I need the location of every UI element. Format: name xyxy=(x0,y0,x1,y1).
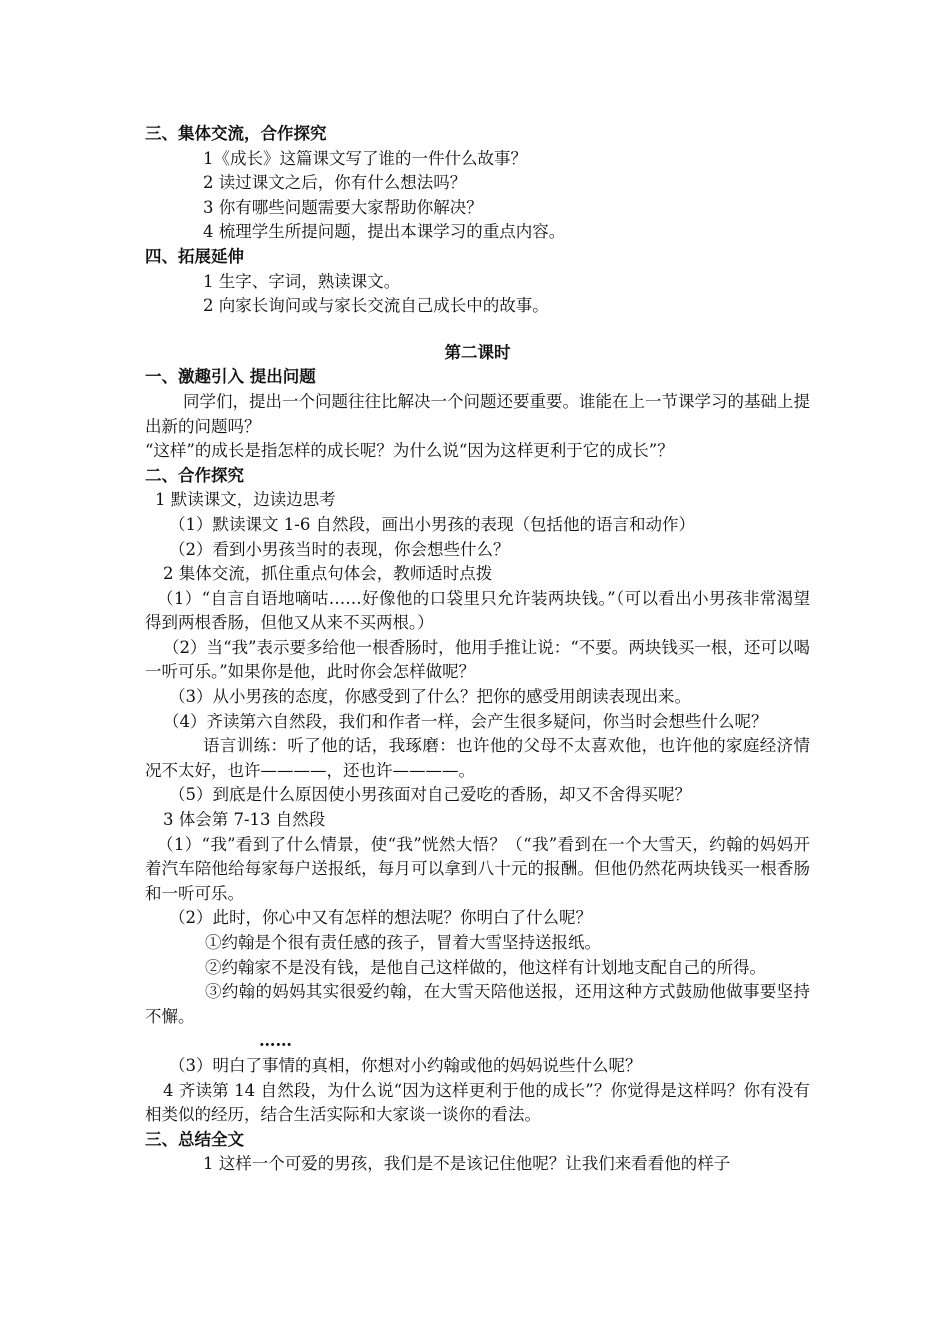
section-heading: 三、集体交流，合作探究 xyxy=(145,124,327,143)
paragraph: （1）“我”看到了什么情景，使“我”恍然大悟？（“我”看到在一个大雪天，约翰的妈妈开着汽车陪他给每家每户送报纸，每月可以拿到八十元的报酬。但他仍然花两块钱买一根香肠和一听可乐。 xyxy=(145,834,810,903)
paragraph: 语言训练：听了他的话，我琢磨：也许他的父母不太喜欢他，也许他的家庭经济情况不太好，也许————，还也许————。 xyxy=(145,736,810,780)
paragraph: 同学们，提出一个问题往往比解决一个问题还要重要。谁能在上一节课学习的基础上提出新的问题吗？ xyxy=(145,391,810,436)
paragraph: ③约翰的妈妈其实很爱约翰，在大雪天陪他送报，还用这种方式鼓励他做事要坚持不懈。 xyxy=(145,982,810,1026)
list-item: 3 你有哪些问题需要大家帮助你解决？ xyxy=(203,197,483,217)
list-item: 1 生字、字词，熟读课文。 xyxy=(203,271,401,291)
list-item: （5）到底是什么原因使小男孩面对自己爱吃的香肠，却又不舍得买呢？ xyxy=(169,785,691,805)
section-heading: 四、拓展延伸 xyxy=(145,246,244,266)
list-item: ①约翰是个很有责任感的孩子，冒着大雪坚持送报纸。 xyxy=(205,933,601,952)
list-item: 4 梳理学生所提问题，提出本课学习的重点内容。 xyxy=(203,222,566,242)
list-item: （3）明白了事情的真相，你想对小约翰或他的妈妈说些什么呢？ xyxy=(169,1055,642,1075)
list-item: 1《成长》这篇课文写了谁的一件什么故事？ xyxy=(203,148,527,168)
paragraph: （2）当“我”表示要多给他一根香肠时，他用手推让说：“不要。两块钱买一根，还可以喝一听可乐。”如果你是他，此时你会怎样做呢？ xyxy=(145,637,810,682)
paragraph: “这样”的成长是指怎样的成长呢？为什么说“因为这样更利于它的成长”？ xyxy=(145,441,674,461)
ellipsis: …… xyxy=(259,1031,292,1051)
list-item: （4）齐读第六自然段，我们和作者一样，会产生很多疑问，你当时会想些什么呢？ xyxy=(163,711,768,731)
section-heading: 一、激趣引入 提出问题 xyxy=(145,367,316,387)
list-item: （2）此时，你心中又有怎样的想法呢？你明白了什么呢？ xyxy=(169,908,592,928)
section-heading: 二、合作探究 xyxy=(145,465,244,485)
paragraph: （1）“自言自语地嘀咕……好像他的口袋里只允许装两块钱。”（可以看出小男孩非常渴望得到两根香肠，但他又从来不买两根。） xyxy=(145,588,810,633)
list-item: 1 默读课文，边读边思考 xyxy=(155,490,336,510)
list-item: 3 体会第 7-13 自然段 xyxy=(163,810,326,830)
section-heading: 三、总结全文 xyxy=(145,1129,244,1149)
list-item: 2 向家长询问或与家长交流自己成长中的故事。 xyxy=(203,296,549,316)
list-item: （2）看到小男孩当时的表现，你会想些什么？ xyxy=(169,539,510,559)
paragraph: ②约翰家不是没有钱，是他自己这样做的，他这样有计划地支配自己的所得。 xyxy=(205,957,766,977)
paragraph: 4 齐读第 14 自然段，为什么说“因为这样更利于他的成长”？你觉得是这样吗？你有没有相类似的经历，结合生活实际和大家谈一谈你的看法。 xyxy=(145,1080,810,1125)
lesson-title: 第二课时 xyxy=(444,342,511,362)
list-item: 1 这样一个可爱的男孩，我们是不是该记住他呢？让我们来看看他的样子 xyxy=(203,1154,731,1174)
list-item: 2 读过课文之后，你有什么想法吗？ xyxy=(203,173,467,193)
list-item: 2 集体交流，抓住重点句体会，教师适时点拨 xyxy=(163,564,493,584)
list-item: （1）默读课文 1-6 自然段，画出小男孩的表现（包括他的语言和动作） xyxy=(169,514,696,534)
list-item: （3）从小男孩的态度，你感受到了什么？把你的感受用朗读表现出来。 xyxy=(169,687,691,707)
document-page xyxy=(145,122,810,1177)
